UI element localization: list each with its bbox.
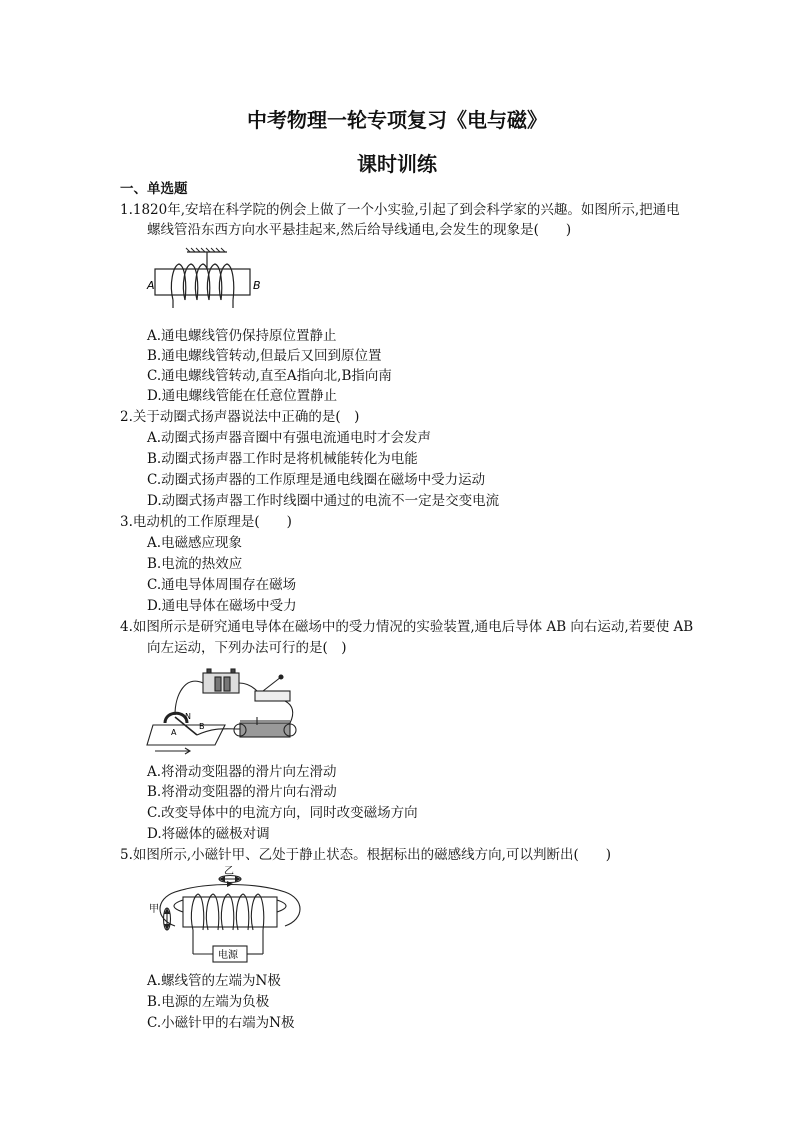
q1-option-d[interactable]: D.通电螺线管能在任意位置静止: [147, 388, 338, 404]
q2-option-a[interactable]: A.动圈式扬声器音圈中有强电流通电时才会发声: [147, 430, 432, 446]
q4-label-b: B: [199, 722, 205, 731]
q1-option-b[interactable]: B.通电螺线管转动,但最后又回到原位置: [147, 348, 382, 364]
q4-apparatus-figure: [145, 665, 300, 755]
q5-option-c[interactable]: C.小磁针甲的右端为N极: [147, 1015, 295, 1031]
q1-stem-line2: 螺线管沿东西方向水平悬挂起来,然后给导线通电,会发生的现象是( ): [147, 222, 572, 238]
q3-option-b[interactable]: B.电流的热效应: [147, 556, 243, 572]
q5-label-yi: 乙: [224, 866, 234, 877]
q1-option-a[interactable]: A.通电螺线管仍保持原位置静止: [147, 328, 337, 344]
q5-option-b[interactable]: B.电源的左端为负极: [147, 994, 270, 1010]
q1-label-b: B: [253, 279, 261, 292]
q1-label-a: A: [147, 279, 155, 292]
q2-option-d[interactable]: D.动圈式扬声器工作时线圈中通过的电流不一定是交变电流: [147, 493, 500, 509]
q4-option-d[interactable]: D.将磁体的磁极对调: [147, 826, 270, 842]
q2-option-c[interactable]: C.动圈式扬声器的工作原理是通电线圈在磁场中受力运动: [147, 472, 486, 488]
q5-label-power: 电源: [218, 950, 238, 961]
q1-stem-line1: 1.1820年,安培在科学院的例会上做了一个小实验,引起了到会科学家的兴趣。如图所示,把通电: [120, 202, 680, 218]
q4-stem-line2: 向左运动，下列办法可行的是( ): [147, 640, 347, 656]
q3-option-a[interactable]: A.电磁感应现象: [147, 535, 243, 551]
section-heading: 一、单选题: [120, 181, 188, 197]
q1-solenoid-figure: [145, 244, 270, 314]
q5-stem-line1: 5.如图所示,小磁针甲、乙处于静止状态。根据标出的磁感线方向,可以判断出( ): [120, 847, 611, 863]
q2-stem-line1: 2.关于动圈式扬声器说法中正确的是( ): [120, 409, 360, 425]
q5-option-a[interactable]: A.螺线管的左端为N极: [147, 973, 281, 989]
page-title: 中考物理一轮专项复习《电与磁》: [247, 108, 547, 132]
page-subtitle: 课时训练: [357, 152, 437, 176]
q4-stem-line1: 4.如图所示是研究通电导体在磁场中的受力情况的实验装置,通电后导体 AB 向右运动,若要使 AB: [120, 619, 694, 635]
q4-option-c[interactable]: C.改变导体中的电流方向，同时改变磁场方向: [147, 805, 418, 821]
q4-option-a[interactable]: A.将滑动变阻器的滑片向左滑动: [147, 764, 337, 780]
q4-option-b[interactable]: B.将滑动变阻器的滑片向右滑动: [147, 784, 337, 800]
q3-option-d[interactable]: D.通电导体在磁场中受力: [147, 598, 297, 614]
q3-option-c[interactable]: C.通电导体周围存在磁场: [147, 577, 297, 593]
q1-option-c[interactable]: C.通电螺线管转动,直至A指向北,B指向南: [147, 368, 392, 384]
q4-label-n: N: [185, 712, 191, 721]
q5-solenoid-figure: [145, 864, 305, 966]
q5-label-jia: 甲: [149, 904, 159, 915]
q4-label-a: A: [171, 728, 177, 737]
q3-stem-line1: 3.电动机的工作原理是( ): [120, 514, 292, 530]
q2-option-b[interactable]: B.动圈式扬声器工作时是将机械能转化为电能: [147, 451, 418, 467]
